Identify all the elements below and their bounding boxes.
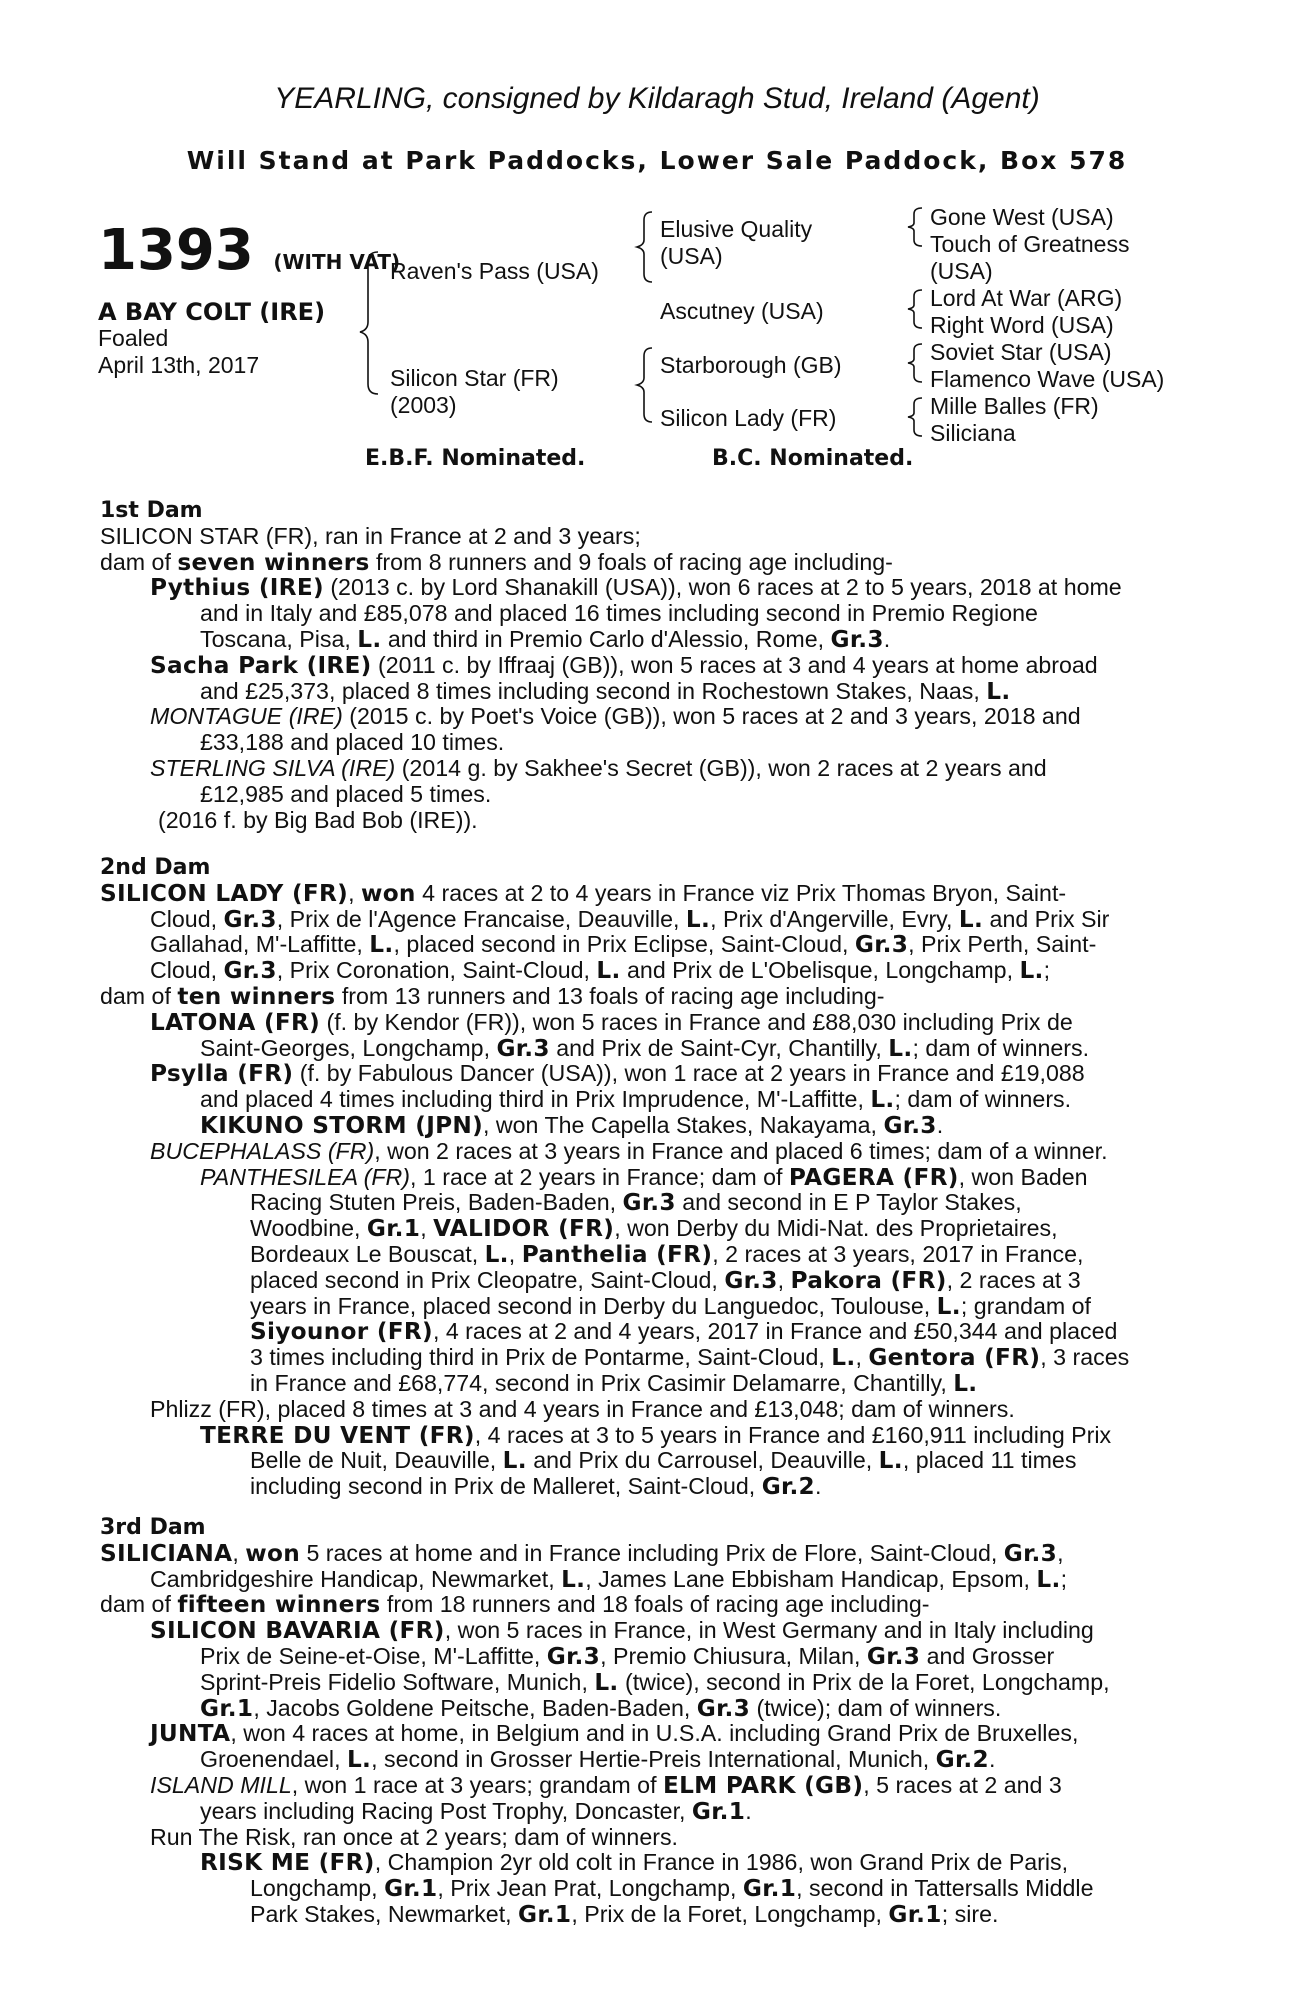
grade: L. [502, 1447, 527, 1475]
horse-name: Gentora (FR) [868, 1344, 1041, 1372]
text: , won The Capella Stakes, Nakayama, [483, 1111, 884, 1138]
horse-name: BUCEPHALASS (FR) [150, 1137, 375, 1164]
horse-name: SILICON BAVARIA (FR) [150, 1617, 445, 1645]
produce-entry-cont [100, 679, 1210, 705]
text: Sprint-Preis Fidelio Software, Munich, [200, 1668, 595, 1695]
produce-entry-cont [100, 1087, 1210, 1113]
horse-name: STERLING SILVA (IRE) [150, 754, 396, 781]
text: ; dam of winners. [912, 1034, 1090, 1061]
grade: L. [1019, 957, 1044, 985]
text: and Prix de L'Obelisque, Longchamp, [620, 957, 1020, 984]
produce-entry-cont: £33,188 and placed 10 times. [200, 729, 505, 756]
sire-name: Raven's Pass (USA) [390, 258, 599, 284]
horse-name: PAGERA (FR) [788, 1163, 959, 1191]
text: . [815, 1473, 822, 1500]
produce-entry [100, 1061, 1210, 1087]
text: , Premio Chiusura, Milan, [600, 1642, 867, 1669]
text: , Prix de la Foret, Longchamp, [571, 1900, 889, 1927]
winners-count: fifteen winners [177, 1591, 381, 1619]
produce-entry [100, 575, 1210, 601]
grade: L. [1036, 1565, 1061, 1593]
grade: Gr.3 [496, 1034, 550, 1062]
text: (2014 g. by Sakhee's Secret (GB)), won 2 races at 2 years and [395, 754, 1047, 781]
text: ; [1060, 1565, 1068, 1592]
text: , [1057, 1539, 1064, 1566]
grade: L. [986, 677, 1011, 705]
grade: L. [346, 1746, 372, 1774]
produce-entry-cont [100, 1696, 1210, 1722]
text: ; dam of winners. [894, 1086, 1072, 1113]
text: Woodbine, [250, 1215, 367, 1242]
text: , Champion 2yr old colt in France in 1986, won Grand Prix de Paris, [374, 1849, 1069, 1876]
grade: Gr.2 [935, 1746, 989, 1774]
text: (2011 c. by Iffraaj (GB)), won 5 races at 3 and 4 years at home abroad [371, 651, 1098, 678]
grandsire-6: Flamenco Wave (USA) [930, 366, 1165, 392]
record-line [100, 958, 1210, 984]
first-dam-line: SILICON STAR (FR), ran in France at 2 and 3 years; [100, 522, 641, 549]
text: and second in E P Taylor Stakes, [675, 1189, 1022, 1216]
horse-name: TERRE DU VENT (FR) [200, 1421, 475, 1449]
text: , won Baden [958, 1163, 1088, 1190]
consignor-line: YEARLING, consigned by Kildaragh Stud, Ireland (Agent) [274, 82, 1040, 115]
first-dam-heading: 1st Dam [100, 498, 203, 523]
text: , won 5 races in France, in West Germany and in Italy including [444, 1617, 1094, 1644]
second-dam-produce-summary [100, 984, 1210, 1010]
text: and placed 4 times including third in Prix Imprudence, M'-Laffitte, [200, 1086, 871, 1113]
grade: L. [685, 905, 711, 933]
text: Racing Stuten Preis, Baden-Baden, [250, 1189, 623, 1216]
third-dam-line [100, 1541, 1210, 1567]
text: . [745, 1797, 752, 1824]
grade: Gr.1 [742, 1875, 797, 1903]
horse-name: ISLAND MILL [150, 1771, 292, 1798]
grade: Gr.3 [883, 1111, 937, 1139]
stand-location: Will Stand at Park Paddocks, Lower Sale Paddock, Box 578 [186, 146, 1128, 175]
produce-entry-cont [100, 1190, 1210, 1216]
text: and Grosser [920, 1642, 1055, 1669]
produce-entry-cont [100, 1319, 1210, 1345]
text: , [508, 1240, 522, 1267]
grandsire-2: Touch of Greatness [930, 231, 1130, 257]
produce-entry-cont [100, 1242, 1210, 1268]
horse-name: Siyounor (FR) [250, 1318, 433, 1346]
grade: L. [561, 1565, 586, 1593]
first-dam-produce-summary [100, 550, 1210, 576]
horse-name: KIKUNO STORM (JPN) [200, 1111, 484, 1139]
text: , 2 races at 3 [946, 1266, 1081, 1293]
produce-entry-cont [100, 1036, 1210, 1062]
text: , 4 races at 3 to 5 years in France and £160,911 including Prix [474, 1421, 1112, 1448]
text: , Prix Coronation, Saint-Cloud, [276, 957, 597, 984]
text: , second in Grosser Hertie-Preis International, Munich, [371, 1746, 936, 1773]
won-label: won [360, 879, 416, 907]
produce-entry-cont [100, 1876, 1210, 1902]
text: Belle de Nuit, Deauville, [250, 1447, 503, 1474]
grade: L. [936, 1292, 961, 1320]
grandsire-5: Soviet Star (USA) [930, 339, 1112, 365]
text: and Prix du Carrousel, Deauville, [526, 1447, 879, 1474]
produce-entry-cont [100, 1644, 1210, 1670]
produce-entry [100, 1423, 1210, 1449]
grade: L. [958, 905, 984, 933]
produce-entry [100, 653, 1210, 679]
produce-entry-cont [100, 1902, 1210, 1928]
horse-name: SILICON LADY (FR) [100, 879, 349, 907]
grade: Gr.1 [518, 1900, 572, 1928]
won-label: won [245, 1539, 301, 1567]
text: from 8 runners and 9 foals of racing age including- [369, 548, 893, 575]
text: , Prix Jean Prat, Longchamp, [437, 1875, 743, 1902]
text: , Prix d'Angerville, Evry, [710, 905, 959, 932]
produce-entry-cont [100, 1747, 1210, 1773]
second-dam-section [100, 855, 1210, 1500]
produce-entry [100, 1139, 1210, 1165]
text: (f. by Fabulous Dancer (USA)), won 1 race at 2 years in France and £19,088 [293, 1060, 1085, 1087]
text: , won 1 race at 3 years; grandam of [291, 1771, 663, 1798]
text: 3 times including third in Prix de Pontarme, Saint-Cloud, [250, 1344, 832, 1371]
text: . [883, 625, 891, 652]
text: , Prix Perth, Saint- [908, 931, 1097, 958]
text: , 1 race at 2 years in France; dam of [410, 1163, 789, 1190]
text: dam of [100, 1591, 178, 1618]
text: and £25,373, placed 8 times including second in Rochestown Stakes, Naas, [200, 677, 987, 704]
produce-entry: Phlizz (FR), placed 8 times at 3 and 4 years in France and £13,048; dam of winners. [150, 1395, 1015, 1422]
text: (twice); dam of winners. [750, 1694, 1002, 1721]
horse-name: Panthelia (FR) [521, 1240, 713, 1268]
grade: L. [596, 957, 621, 985]
text: and Prix de Saint-Cyr, Chantilly, [549, 1034, 889, 1061]
text: , [420, 1215, 434, 1242]
text: , [777, 1266, 791, 1293]
text: Bordeaux Le Bouscat, [250, 1240, 485, 1267]
text: Park Stakes, Newmarket, [250, 1900, 519, 1927]
grade: L. [870, 1086, 895, 1114]
produce-entry: (2016 f. by Big Bad Bob (IRE)). [158, 806, 478, 833]
produce-entry [100, 1010, 1210, 1036]
produce-entry-cont [100, 1448, 1210, 1474]
text: , won 4 races at home, in Belgium and in U.S.A. including Grand Prix de Bruxelles, [230, 1720, 1079, 1747]
text: Toscana, Pisa, [200, 625, 358, 652]
text: and third in Premio Carlo d'Alessio, Rome, [381, 625, 831, 652]
text: , 4 races at 2 and 4 years, 2017 in France and £50,344 and placed [432, 1318, 1118, 1345]
sire-sire-name: Elusive Quality [660, 216, 813, 242]
text: . [988, 1746, 996, 1773]
text: dam of [100, 548, 178, 575]
horse-name: Sacha Park (IRE) [150, 651, 372, 679]
produce-entry [100, 704, 1210, 730]
text: , second in Tattersalls Middle [796, 1875, 1094, 1902]
text: (2015 c. by Poet's Voice (GB)), won 5 races at 2 and 3 years, 2018 and [342, 703, 1081, 730]
grade: Gr.1 [200, 1694, 254, 1722]
grandsire-1: Gone West (USA) [930, 204, 1114, 230]
produce-entry [100, 1113, 1210, 1139]
horse-name: ELM PARK (GB) [662, 1771, 864, 1799]
text: 4 races at 2 to 4 years in France viz Prix Thomas Bryon, Saint- [415, 879, 1067, 906]
text: and Prix Sir [983, 905, 1110, 932]
grade: L. [369, 931, 394, 959]
horse-name: LATONA (FR) [150, 1008, 321, 1036]
grade: L. [953, 1369, 978, 1397]
winners-count: seven winners [177, 548, 370, 576]
text: , 3 races [1040, 1344, 1130, 1371]
horse-name: PANTHESILEA (FR) [200, 1163, 410, 1190]
produce-entry [100, 1721, 1210, 1747]
vat-label: (WITH VAT) [273, 250, 401, 274]
text: Prix de Seine-et-Oise, M'-Laffitte, [200, 1642, 547, 1669]
grade: Gr.3 [622, 1189, 676, 1217]
grade: L. [831, 1344, 856, 1372]
horse-name: RISK ME (FR) [200, 1849, 375, 1877]
text: ; sire. [941, 1900, 999, 1927]
third-dam-section [100, 1515, 1210, 1928]
grade: L. [878, 1447, 903, 1475]
text: from 18 runners and 18 foals of racing age including- [380, 1591, 930, 1618]
second-dam-heading: 2nd Dam [100, 855, 211, 880]
horse-name: Pakora (FR) [790, 1266, 947, 1294]
lot-number-value: 1393 [98, 218, 254, 283]
produce-entry [100, 1773, 1210, 1799]
text: ; grandam of [960, 1292, 1091, 1319]
text: Saint-Georges, Longchamp, [200, 1034, 497, 1061]
dam-dam-name: Silicon Lady (FR) [660, 405, 837, 431]
produce-entry-cont [100, 627, 1210, 653]
produce-entry [100, 1165, 1210, 1191]
text: ; [1043, 957, 1051, 984]
produce-entry-cont [100, 1216, 1210, 1242]
produce-entry-cont [100, 1268, 1210, 1294]
text: , won Derby du Midi-Nat. des Proprietaires, [614, 1215, 1058, 1242]
produce-entry [100, 1850, 1210, 1876]
grade: Gr.3 [724, 1266, 778, 1294]
text: placed second in Prix Cleopatre, Saint-Cloud, [250, 1266, 725, 1293]
text: from 13 runners and 13 foals of racing age including- [335, 982, 885, 1009]
grandsire-2-country: (USA) [930, 258, 993, 284]
dam-name: Silicon Star (FR) [390, 365, 559, 391]
ebf-nominated: E.B.F. Nominated. [365, 446, 586, 471]
text: (f. by Kendor (FR)), won 5 races in France and £88,030 including Prix de [320, 1008, 1073, 1035]
grade: Gr.2 [761, 1473, 815, 1501]
text: years in France, placed second in Derby du Languedoc, Toulouse, [250, 1292, 937, 1319]
grade: Gr.1 [384, 1875, 438, 1903]
horse-name: JUNTA [150, 1720, 231, 1748]
sire-sire-country: (USA) [660, 243, 723, 269]
produce-entry-cont: and in Italy and £85,078 and placed 16 times including second in Premio Regione [200, 600, 1038, 627]
text: Cambridgeshire Handicap, Newmarket, [150, 1565, 562, 1592]
third-dam-heading: 3rd Dam [100, 1515, 206, 1540]
text: 5 races at home and in France including Prix de Flore, Saint-Cloud, [300, 1539, 1004, 1566]
produce-entry-cont [100, 1799, 1210, 1825]
text: Cloud, [150, 905, 224, 932]
grade: L. [888, 1034, 913, 1062]
grade: Gr.1 [888, 1900, 942, 1928]
text: , placed second in Prix Eclipse, Saint-Cloud, [393, 931, 855, 958]
winners-count: ten winners [177, 982, 336, 1010]
grade: Gr.3 [696, 1694, 751, 1722]
text: years including Racing Post Trophy, Doncaster, [200, 1797, 692, 1824]
grandsire-8: Siliciana [930, 420, 1016, 446]
grandsire-3: Lord At War (ARG) [930, 285, 1123, 311]
produce-entry [100, 1618, 1210, 1644]
horse-name: MONTAGUE (IRE) [150, 703, 343, 730]
produce-entry-cont [100, 1294, 1210, 1320]
text: including second in Prix de Malleret, Saint-Cloud, [250, 1473, 762, 1500]
third-dam-produce-summary [100, 1592, 1210, 1618]
produce-entry: Run The Risk, ran once at 2 years; dam of winners. [150, 1823, 678, 1850]
second-dam-line: SILICON LADY (FR), won 4 races at 2 to 4 years in France viz Prix Thomas Bryon, Saint- [100, 879, 1067, 907]
text: , Jacobs Goldene Peitsche, Baden-Baden, [253, 1694, 697, 1721]
horse-name: Pythius (IRE) [150, 574, 324, 602]
horse-name: SILICIANA [100, 1539, 233, 1567]
horse-name: VALIDOR (FR) [433, 1215, 615, 1243]
grade: Gr.3 [854, 931, 909, 959]
grade: Gr.3 [546, 1642, 601, 1670]
text: Longchamp, [250, 1875, 385, 1902]
grade: Gr.3 [830, 625, 884, 653]
text: Cloud, [150, 957, 224, 984]
first-dam-section [100, 498, 1210, 833]
text: , won 2 races at 3 years in France and placed 6 times; dam of a winner. [374, 1137, 1108, 1164]
record-line [100, 907, 1210, 933]
grade: L. [357, 625, 382, 653]
text: Gallahad, M'-Laffitte, [150, 931, 370, 958]
produce-entry-cont [100, 1474, 1210, 1500]
grade: Gr.3 [223, 957, 277, 985]
dam-sire-name: Starborough (GB) [660, 352, 842, 378]
text: (2013 c. by Lord Shanakill (USA)), won 6 races at 2 to 5 years, 2018 at home [323, 574, 1122, 601]
grade: L. [484, 1240, 509, 1268]
record-line [100, 1567, 1210, 1593]
produce-entry-cont [100, 1670, 1210, 1696]
grade: Gr.3 [223, 905, 277, 933]
grade: L. [594, 1668, 619, 1696]
foaled-date: April 13th, 2017 [98, 352, 260, 378]
produce-entry-cont: £12,985 and placed 5 times. [200, 780, 492, 807]
grade: Gr.1 [691, 1797, 746, 1825]
text: , [855, 1344, 869, 1371]
grandsire-4: Right Word (USA) [930, 312, 1114, 338]
text: , placed 11 times [902, 1447, 1077, 1474]
sire-dam-name: Ascutney (USA) [660, 298, 824, 324]
produce-entry [100, 756, 1210, 782]
text: Groenendael, [200, 1746, 347, 1773]
produce-entry-cont [100, 1371, 1210, 1397]
record-line [100, 932, 1210, 958]
text: dam of [100, 982, 178, 1009]
grade: Gr.3 [866, 1642, 921, 1670]
text: , Prix de l'Agence Francaise, Deauville, [276, 905, 686, 932]
dam-year: (2003) [390, 392, 457, 418]
grade: Gr.1 [366, 1215, 421, 1243]
text: in France and £68,774, second in Prix Casimir Delamarre, Chantilly, [250, 1369, 954, 1396]
text: , 5 races at 2 and 3 [863, 1771, 1062, 1798]
text: , James Lane Ebbisham Handicap, Epsom, [585, 1565, 1037, 1592]
text: , [232, 1539, 246, 1566]
text: . [936, 1111, 944, 1138]
grandsire-7: Mille Balles (FR) [930, 393, 1099, 419]
horse-name: Psylla (FR) [150, 1060, 294, 1088]
text: (twice), second in Prix de la Foret, Longchamp, [618, 1668, 1110, 1695]
produce-entry-cont [100, 1345, 1210, 1371]
bc-nominated: B.C. Nominated. [712, 446, 914, 471]
text: , 2 races at 3 years, 2017 in France, [712, 1240, 1084, 1267]
foaled-label: Foaled [98, 325, 169, 351]
colt-title: A BAY COLT (IRE) [98, 298, 326, 326]
grade: Gr.3 [1003, 1539, 1058, 1567]
